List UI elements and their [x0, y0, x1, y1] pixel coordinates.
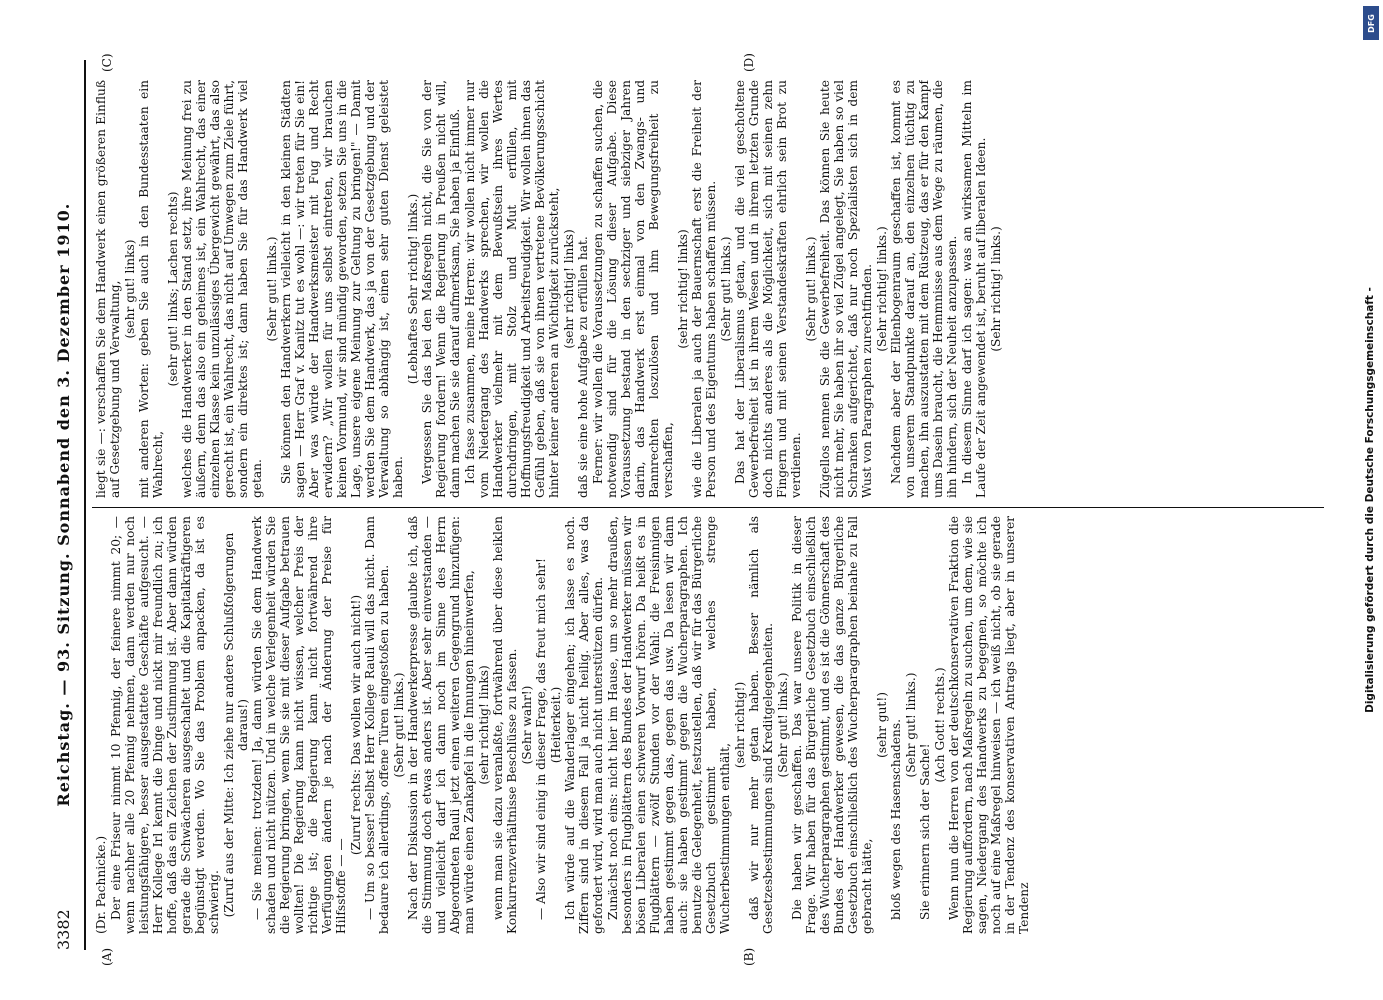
dfg-logo-icon: [1363, 6, 1379, 40]
interjection: (Sehr richtig! links.): [989, 226, 1003, 352]
paragraph: welches die Handwerker in den Stand setzt, ihre Meinung frei zu äußern, denn das also ein geheimes ist, ein Wahlrecht, das einer einzelnen Klasse kein unzulässiges Übergewicht gewährt, das also gerecht ist, ein Wahlrecht, das nicht auf Umwegen zum Ziele führt, sondern ein direktes ist; dann haben Sie für das Handwerk viel getan.: [180, 80, 264, 498]
paragraph: Ich fasse zusammen, meine Herren: wir wollen nicht immer nur vom Niedergang des Handwerks sprechen, wir wollen die Handwerker vielmehr mit dem Bewußtsein ihres Wertes durchdringen, mit Stolz und Mut erfüllen, mit Hoffnungsfreudigkeit und Arbeitsfreudigkeit. Wir wollen ihnen das Gefühl geben, daß sie von ihnen vertretene Bevölkerungsschicht hinter keiner anderen an Wichtigkeit zurücksteht,: [463, 80, 561, 498]
column-divider: [92, 507, 1324, 508]
paragraph: Nachdem aber der Ellenbogenraum geschaffen ist, kommt es von unserem Standpunkte darauf an, den einzelnen tüchtig zu machen, ihn auszustatten mit dem Rüstzeug, das er für den Kampf ums Dasein braucht, die Hemmnisse aus dem Wege zu räumen, die ihn hindern, sich der Neuheit anzupassen.: [889, 80, 959, 498]
interjection: (sehr gut!): [875, 692, 889, 758]
interjection: (Zuruf aus der Mitte: Ich ziehe nur andere Schlußfolgerungen daraus!): [222, 532, 250, 918]
interjection: (Sehr gut! links.): [804, 236, 818, 342]
margin-marker-b: (B): [742, 947, 756, 966]
paragraph: — Um so besser! Selbst Herr Kollege Rauli will das nicht. Dann bedaure ich allerdings, offene Türen eingestoßen zu haben.: [363, 516, 391, 934]
paragraph: bloß wegen des Hasenschadens.: [889, 719, 903, 920]
paragraph: daß wir nur mehr getan haben. Besser nämlich als Gesetzesbestimmungen sind Kreditgelegenheiten.: [747, 516, 775, 934]
interjection: (sehr richtig!): [733, 681, 747, 769]
paragraph: In diesem Sinne darf ich sagen: was an wirksamen Mitteln im Laufe der Zeit angewendet ist, beruht auf liberalen Ideen.: [960, 80, 988, 498]
paragraph: Zügellos nennen Sie die Gewerbefreiheit. Das können Sie heute nicht mehr, Sie haben ihr so viel Zügel angelegt, Sie haben so viel Schranken aufgerichtet, daß nur noch Spezialisten sich in dem Wust von Paragraphen zurechtfinden.: [818, 80, 874, 498]
paragraph: Sie erinnern sich der Sache!: [918, 743, 932, 920]
interjection: (Sehr gut! links.): [265, 236, 279, 342]
paragraph: Vergessen Sie das bei den Maßregeln nicht, die Sie von der Regierung fordern! Wenn die Regierung in Preußen nicht will, dann machen Sie sie darauf aufmerksam, Sie haben ja Einfluß.: [420, 80, 462, 498]
page-header: [54, 60, 80, 950]
digitization-credit-text: Digitalisierung gefördert durch die Deutsche Forschungsgemeinschaft -: [1364, 287, 1376, 713]
interjection: (sehr richtig! links): [562, 229, 576, 349]
interjection: (Sehr wahr!): [520, 685, 534, 765]
interjection: (Ach Gott! rechts.): [933, 667, 947, 783]
paragraph: wenn man sie dazu veranlaßte, fortwährend über diese heiklen Konkurrenzverhältnisse Beschlüsse zu fassen.: [491, 516, 519, 934]
right-text-column: [94, 80, 1324, 498]
header-rule: [84, 60, 86, 950]
interjection: (sehr gut! links; Lachen rechts): [166, 191, 180, 387]
paragraph: — Sie meinen: trotzdem! Ja, dann würden Sie dem Handwerk schaden und nicht nützen. Und in welche Verlegenheit würden Sie die Regierung bringen, wenn Sie sie mit dieser Aufgabe betrauen wollten! Die Regierung kann nicht wissen, welcher Preis der richtige ist; die Regierung kann nicht fortwährend ihre Verfügungen ändern je nach der Änderung der Preise für Hilfsstoffe — —: [250, 516, 348, 934]
page-number: 3382: [54, 909, 73, 950]
dfg-logo-text: DFG: [1366, 13, 1376, 33]
paragraph: wie die Liberalen ja auch der Bauernschaft erst die Freiheit der Person und des Eigentums haben schaffen müssen.: [690, 80, 718, 498]
paragraph: Sie können den Handwerkern vielleicht in den kleinen Städten sagen — Herr Graf v. Kanitz tut es wohl —: wir treten für Sie ein! Aber was würde der Handwerksmeister mit Fug und Recht erwidern? „Wir wollen für uns selbst eintreten, wir brauchen keinen Vormund, wir sind mündig geworden, setzen Sie uns in die Lage, unsere eigene Meinung zur Geltung zu bringen!" — Damit werden Sie dem Handwerk, das ja von der Gesetzgebung und der Verwaltung so abhängig ist, einen sehr guten Dienst geleistet haben.: [279, 80, 405, 498]
paragraph: (Dr. Pachnicke.): [94, 835, 108, 934]
paragraph: liegt sie —: verschaffen Sie dem Handwerk einen größeren Einfluß auf Gesetzgebung und Verwaltung,: [94, 80, 122, 498]
interjection: (Sehr richtig! links.): [875, 226, 889, 352]
interjection: (Zuruf rechts: Das wollen wir auch nicht!): [349, 594, 363, 856]
paragraph: Wenn nun die Herren von der deutschkonservativen Fraktion die Regierung auffordern, nach Maßregeln zu suchen, um dem, wie sie sagen, Niedergang des Handwerks zu begegnen, so möchte ich noch auf eine Maßregel hinweisen — ich weiß nicht, ob sie gerade in der Tendenz des konservativen Antrags liegt, aber in unserer Tendenz: [947, 516, 1031, 934]
left-text-column: [94, 516, 1324, 934]
interjection: (sehr richtig! links): [477, 665, 491, 785]
paragraph: mit anderen Worten: geben Sie auch in den Bundesstaaten ein Wahlrecht,: [137, 80, 165, 498]
paragraph: — Also wir sind einig in dieser Frage, das freut mich sehr!: [534, 558, 548, 920]
interjection: (Sehr gut! links.): [776, 672, 790, 778]
interjection: (Sehr gut! links.): [904, 672, 918, 778]
paragraph: Ich würde auf die Wanderlager eingehen; ich lasse es noch. Ziffern sind in diesem Fall ja nicht heilig. Aber alles, was da gefordert wird, wird man auch nicht unterstützen dürfen.: [563, 516, 605, 934]
margin-marker-c: (C): [100, 53, 114, 72]
interjection: (Lebhaftes Sehr richtig! links.): [406, 193, 420, 385]
paragraph: daß sie eine hohe Aufgabe zu erfüllen hat.: [576, 236, 590, 498]
interjection: (Heiterkeit.): [549, 686, 563, 764]
interjection: (sehr richtig! links): [676, 229, 690, 349]
paragraph: Das hat der Liberalismus getan, und die viel gescholtene Gewerbefreiheit ist in ihrem Wesen und in ihrem letzten Grunde doch nichts anderes als die Möglichkeit, sich mit seinen zehn Fingern und mit seinen Verstandeskräften ehrlich sein Brot zu verdienen.: [733, 80, 803, 498]
margin-marker-a: (A): [100, 947, 114, 966]
digitization-credit: [1359, 6, 1381, 994]
paragraph: Der eine Friseur nimmt 10 Pfennig, der feinere nimmt 20; — wenn nachher alle 20 Pfennig nehmen, dann werden nur noch leistungsfähigere, besser ausgestattete Geschäfte aufgesucht. — Herr Kollege Irl kennt die Dinge und nickt mir freundlich zu; ich hoffe, daß das ein Zeichen der Zustimmung ist. Aber dann würden gerade die Schwächeren ausgeschaltet und die Kapitalkräftigeren begünstigt werden. Wo Sie das Problem anpacken, da ist es schwierig.: [109, 516, 221, 934]
margin-marker-d: (D): [742, 53, 756, 72]
interjection: (Sehr gut! links.): [392, 672, 406, 778]
paragraph: Zunächst noch eins: nicht hier im Hause, um so mehr draußen, besonders in Flugblättern des Bundes der Handwerker müssen wir bösen Liberalen einen schweren Vorwurf hören. Da heißt es in Flugblättern — zwölf Stunden vor der Wahl: die Freisinnigen haben gestimmt gegen das, gegen das usw. Da lesen wir dann auch: sie haben gestimmt gegen die Wucherparagraphen. Ich benutze die Gelegenheit, festzustellen, daß wir für das Bürgerliche Gesetzbuch gestimmt haben, welches strenge Wucherbestimmungen enthält,: [606, 516, 732, 934]
paragraph: Die haben wir geschaffen. Das war unsere Politik in dieser Frage. Wir haben für das Bürgerliche Gesetzbuch einschließlich des Wucherparagraphen gestimmt, und es ist die Gönnerschaft des Bundes der Handwerker gewesen, die das ganze Bürgerliche Gesetzbuch einschließlich des Wucherparagraphen beinahe zu Fall gebracht hätte,: [790, 516, 874, 934]
rotated-page: [42, 40, 1332, 970]
page-title: Reichstag. — 93. Sitzung. Sonnabend den 3. Dezember 1910.: [54, 202, 73, 807]
paragraph: Ferner: wir wollen die Voraussetzungen zu schaffen suchen, die notwendig sind für die Lösung dieser Aufgabe. Diese Voraussetzung bestand in den sechziger und siebziger Jahren darin, das Handwerk erst einmal von den Zwangs- und Bannrechten loszulösen und ihm Bewegungsfreiheit zu verschaffen,: [591, 80, 675, 498]
interjection: (sehr gut! links): [123, 239, 137, 339]
paragraph: Nach der Diskussion in der Handwerkerpresse glaubte ich, daß die Stimmung doch etwas anders ist. Aber sehr einverstanden — und vielleicht darf ich dann noch im Sinne des Herrn Abgeordneten Rauli jetzt einen weiteren Gegengrund hinzufügen: man würde einen Zankapfel in die Innungen hineinwerfen,: [406, 516, 476, 934]
interjection: (Sehr gut! links.): [719, 236, 733, 342]
